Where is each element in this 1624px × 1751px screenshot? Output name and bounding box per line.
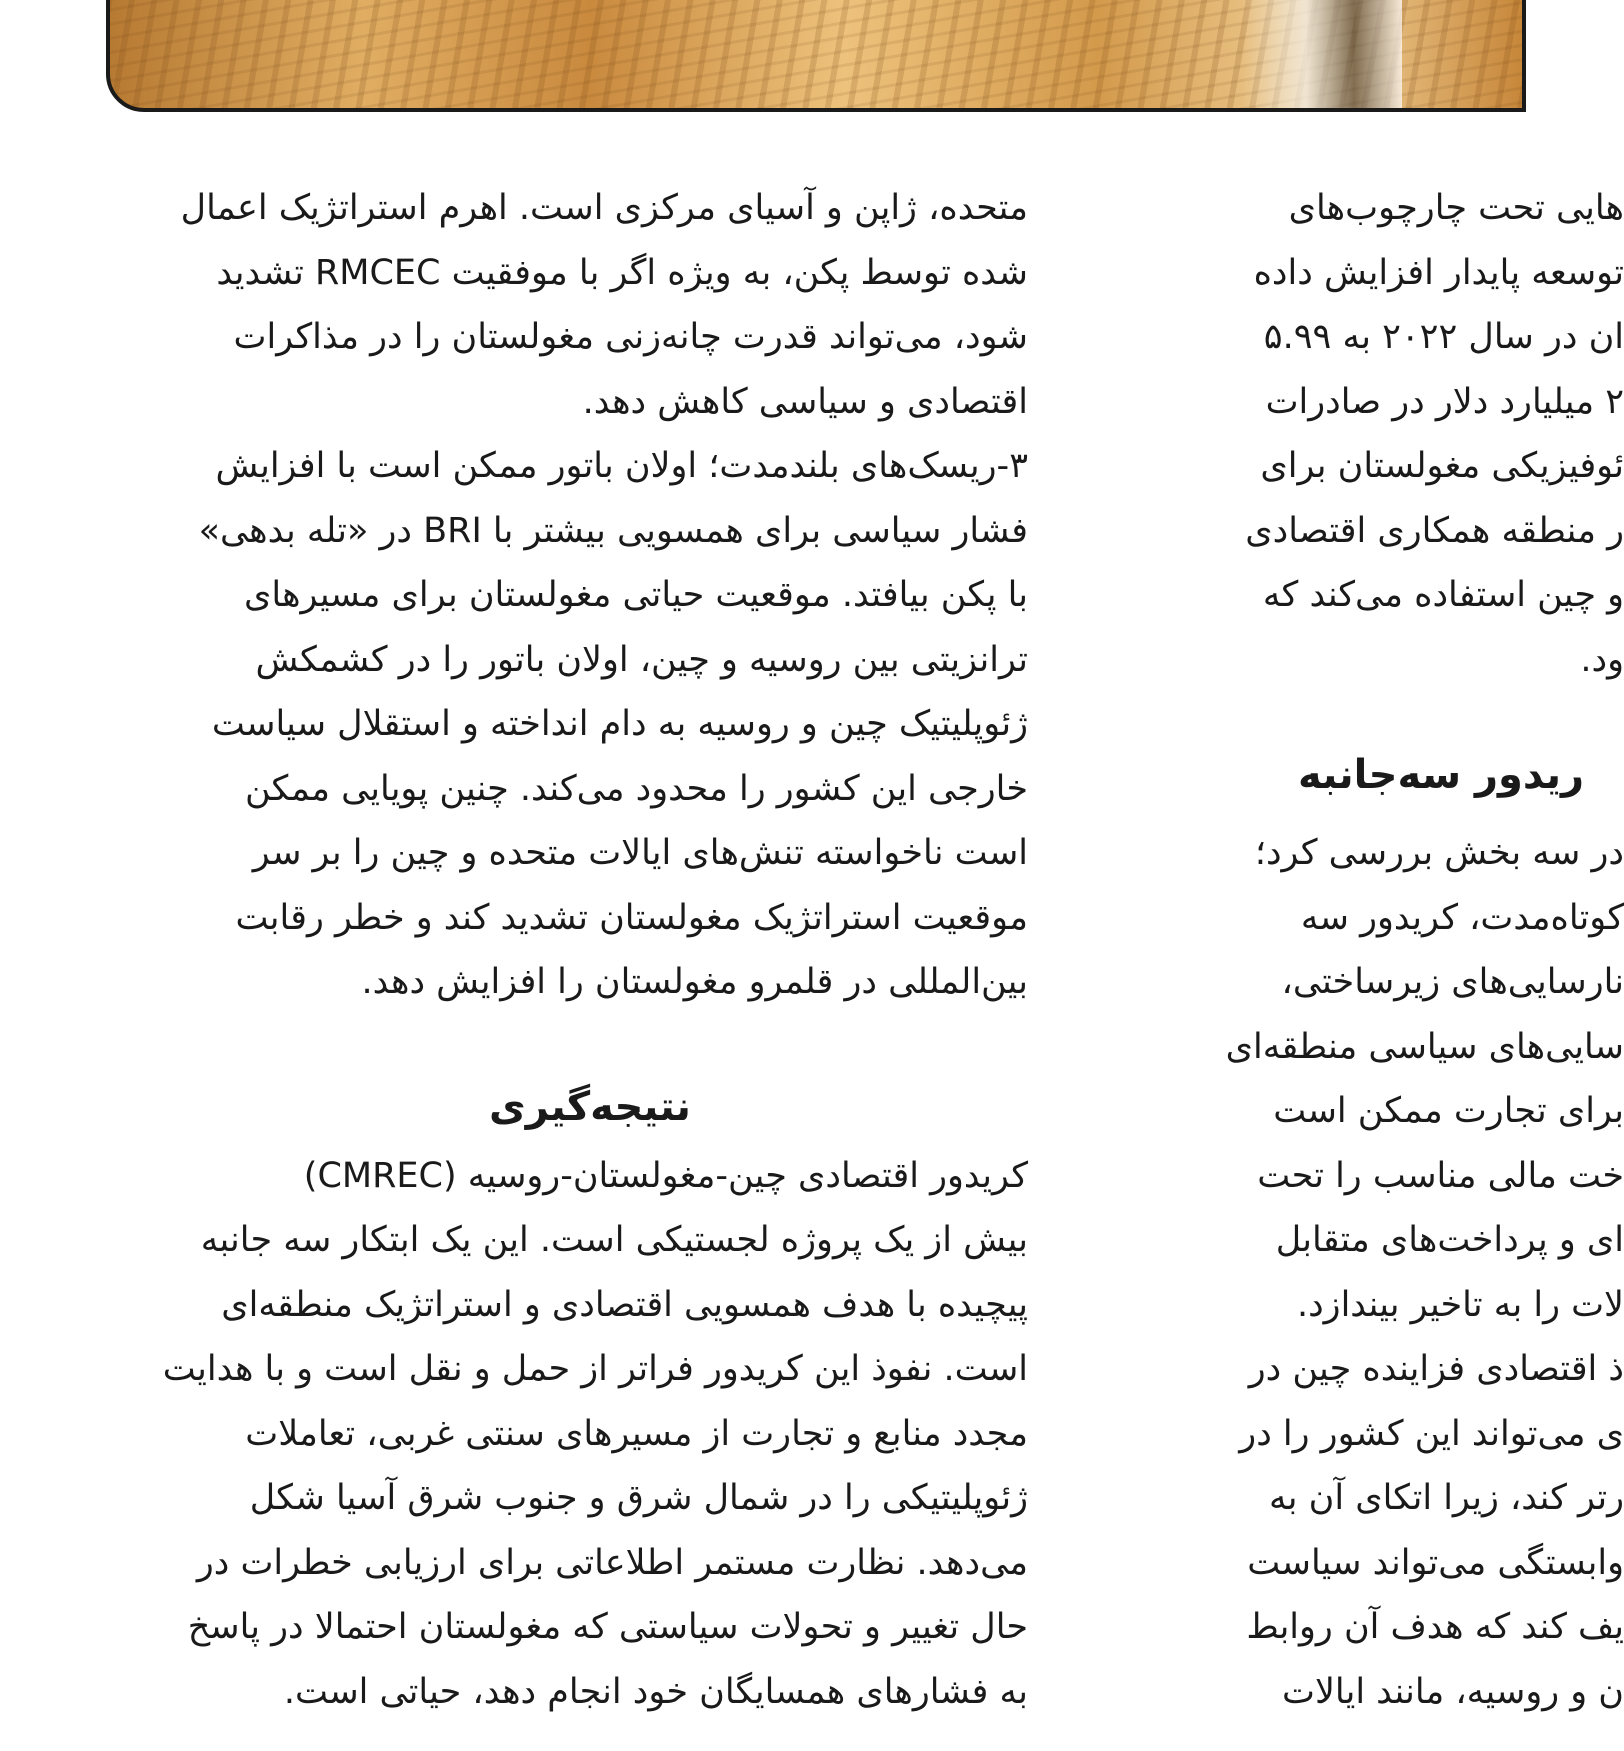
text-line: ان در سال ۲۰۲۲ به ۵.۹۹ [1263, 317, 1624, 357]
text-line: مجدد منابع و تجارت از مسیرهای سنتی غربی، تعاملات [245, 1413, 1028, 1454]
text-line: ۲ میلیارد دلار در صادرات [1265, 381, 1624, 422]
text-line: نارسایی‌های زیرساختی، [1281, 962, 1624, 1002]
text-line: پیچیده با هدف همسویی اقتصادی و استراتژیک منطقه‌ای [221, 1284, 1028, 1325]
text-line: حال تغییر و تحولات سیاستی که مغولستان احتمالا در پاسخ [187, 1607, 1028, 1647]
text-line: ژئوپلیتیک چین و روسیه به دام انداخته و استقلال سیاست [211, 704, 1028, 744]
text-line: بیش از یک پروژه لجستیکی است. این یک ابتکار سه جانبه [200, 1220, 1028, 1260]
text-line: ر منطقه همکاری اقتصادی [1245, 510, 1624, 551]
text-line: خارجی این کشور را محدود می‌کند. چنین پویایی ممکن [245, 768, 1028, 809]
article-column-left [124, 176, 1028, 1724]
text-line: ژئوپلیتیکی را در شمال شرق و جنوب شرق آسیا شکل [249, 1478, 1028, 1518]
text-line: شود، می‌تواند قدرت چانه‌زنی مغولستان را در مذاکرات [233, 317, 1028, 357]
spacer [124, 1015, 1028, 1080]
text-line: ی می‌تواند این کشور را در [1239, 1413, 1624, 1454]
photo-highlight [1242, 0, 1402, 108]
text-line: می‌دهد. نظارت مستمر اطلاعاتی برای ارزیابی خطرات در [196, 1542, 1028, 1583]
text-line: سایی‌های سیاسی منطقه‌ای [1225, 1026, 1624, 1067]
text-line: با پکن بیافتد. موقعیت حیاتی مغولستان برای مسیرهای [244, 575, 1028, 615]
text-line: یف کند که هدف آن روابط [1246, 1607, 1624, 1647]
text-line: ئوفیزیکی مغولستان برای [1260, 446, 1624, 486]
text-line: ود. [1580, 639, 1624, 680]
text-line: متحده، ژاپن و آسیای مرکزی است. اهرم استراتژیک اعمال [180, 188, 1028, 228]
text-line: و چین استفاده می‌کند که [1262, 575, 1624, 615]
text-line: هایی تحت چارچوب‌های [1288, 188, 1624, 228]
text-line: ۳-ریسک‌های بلندمدت؛ اولان باتور ممکن است با افزایش [215, 446, 1028, 486]
text-line: موقعیت استراتژیک مغولستان تشدید کند و خطر رقابت [235, 897, 1028, 938]
article-column-right [1104, 176, 1624, 1724]
text-line: لات را به تاخیر بیندازد. [1296, 1284, 1624, 1325]
section-heading-conclusion: نتیجه‌گیری [489, 1084, 691, 1130]
text-line: ذ اقتصادی فزاینده چین در [1248, 1349, 1624, 1389]
header-photo [106, 0, 1526, 112]
section-heading-trilateral-corridor: ریدور سه‌جانبه [1297, 752, 1584, 798]
text-line: خت مالی مناسب را تحت [1257, 1155, 1624, 1196]
text-line: است ناخواسته تنش‌های ایالات متحده و چین را بر سر [252, 833, 1028, 873]
text-line: رتر کند، زیرا اتکای آن به [1269, 1478, 1624, 1518]
spacer [1104, 692, 1624, 757]
text-line: به فشارهای همسایگان خود انجام دهد، حیاتی است. [283, 1671, 1028, 1712]
text-line: توسعه پایدار افزایش داده [1253, 252, 1624, 293]
text-line: ترانزیتی بین روسیه و چین، اولان باتور را در کشمکش [255, 639, 1028, 680]
text-line: ن و روسیه، مانند ایالات [1282, 1671, 1624, 1712]
text-line: بین‌المللی در قلمرو مغولستان را افزایش دهد. [361, 962, 1028, 1002]
text-line: اقتصادی و سیاسی کاهش دهد. [582, 381, 1028, 422]
text-line: فشار سیاسی برای همسویی بیشتر با BRI در «تله بدهی» [198, 510, 1028, 551]
text-line: کوتاه‌مدت، کریدور سه [1300, 897, 1624, 938]
text-line: است. نفوذ این کریدور فراتر از حمل و نقل است و با هدایت [162, 1349, 1028, 1389]
text-line: شده توسط پکن، به ویژه اگر با موفقیت RMCEC تشدید [216, 252, 1028, 293]
text-line: ای و پرداخت‌های متقابل [1275, 1220, 1624, 1260]
text-line: وابستگی می‌تواند سیاست [1247, 1542, 1624, 1583]
text-line: کریدور اقتصادی چین-مغولستان-روسیه (CMREC) [303, 1155, 1028, 1196]
text-line: برای تجارت ممکن است [1273, 1091, 1624, 1131]
text-line: در سه بخش بررسی کرد؛ [1254, 833, 1624, 873]
